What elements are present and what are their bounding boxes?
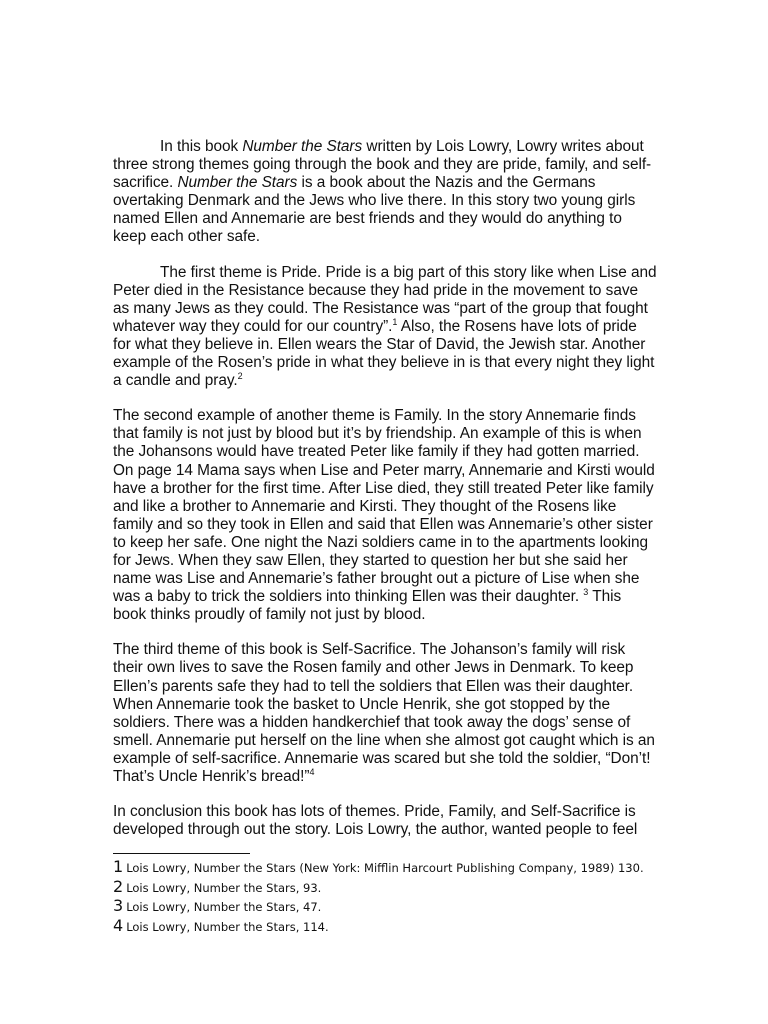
footnote-item — [113, 897, 673, 917]
footnote-divider — [113, 853, 250, 854]
paragraph-introduction: In this book Number the Stars written by Lois Lowry, Lowry writes about three strong themes going through the book and they are pride, family, and self-sacrifice. Number the Stars is a book about the Nazis and the Germans overtaking Denmark and the Jews who live there. In this story two young girls named Ellen and Annemarie are best friends and they would do anything to keep each other safe. — [113, 138, 652, 246]
footnote-number: 3 — [113, 896, 124, 915]
footnote-item — [113, 878, 673, 898]
footnote-number: 2 — [113, 876, 124, 896]
paragraph-pride: The first theme is Pride. Pride is a big part of this story like when Lise and Peter died in the Resistance because they had pride in the movement to save as many Jews as they could. The Resistance was “part of the group that fought whatever way they could for our country”.$^1$ Also, the Rosens have lots of pride for what they believe in. Ellen wears the Star of David, the Jewish star. Another example of the Rosen’s pride in what they believe in is that every night they light a candle and pray.$^2$ — [113, 263, 657, 390]
footnote-ref: 1 — [392, 316, 398, 327]
footnote-item — [113, 858, 673, 878]
footnote-text: Lois Lowry, Number the Stars, 114. — [126, 919, 329, 934]
paragraph-conclusion: In conclusion this book has lots of themes. Pride, Family, and Self-Sacrifice is developed through out the story. Lois Lowry, the author, wanted people to feel — [113, 803, 638, 839]
footnote-text: Lois Lowry, Number the Stars, 47. — [126, 900, 322, 914]
footnote-ref: 3 — [583, 587, 589, 598]
footnote-ref: 4 — [309, 766, 315, 777]
essay-body — [113, 138, 658, 856]
paragraph-family: The second example of another theme is Family. In the story Annemarie finds that family is not just by blood but it’s by friendship. An example of this is when the Johansons would have treated Peter like family if they had gotten married. On page 14 Mama says when Lise and Peter marry, Annemarie and Kirsti would have a brother for the first time. After Lise died, they still treated Peter like family and like a brother to Annemarie and Kirsti. They thought of the Rosens like family and so they took in Ellen and said that Ellen was Annemarie’s other sister to keep her safe. One night the Nazi soldiers came in to the apartments looking for Jews. When they saw Ellen, they started to question her but she said her name was Lise and Annemarie’s father brought out a picture of Lise when she was a baby to trick the soldiers into thinking Ellen was their daughter. $^3$ This book thinks proudly of family not just by blood. — [113, 407, 655, 624]
footnote-ref: 2 — [237, 371, 243, 381]
book-title: Number the Stars — [177, 174, 298, 192]
footnote-text: Lois Lowry, Number the Stars (New York: Mifflin Harcourt Publishing Company, 1989) 130. — [126, 861, 644, 875]
footnote-text: Lois Lowry, Number the Stars, 93. — [126, 880, 322, 895]
footnote-number: 4 — [113, 915, 124, 935]
footnote-item — [113, 917, 673, 937]
footnotes — [113, 858, 673, 936]
book-title: Number the Stars — [242, 138, 363, 155]
footnote-number: 1 — [113, 857, 124, 876]
paragraph-self-sacrifice: The third theme of this book is Self-Sacrifice. The Johanson’s family will risk their own lives to save the Rosen family and other Jews in Denmark. To keep Ellen’s parents safe they had to tell the soldiers that Ellen was their daughter. When Annemarie took the basket to Uncle Henrik, she got stopped by the soldiers. There was a hidden handkerchief that took away the dogs’ sense of smell. Annemarie put herself on the line when she almost got caught which is an example of self-sacrifice. Annemarie was scared but she told the soldier, “Don’t! That’s Uncle Henrik’s bread!”$^4$ — [113, 641, 655, 785]
